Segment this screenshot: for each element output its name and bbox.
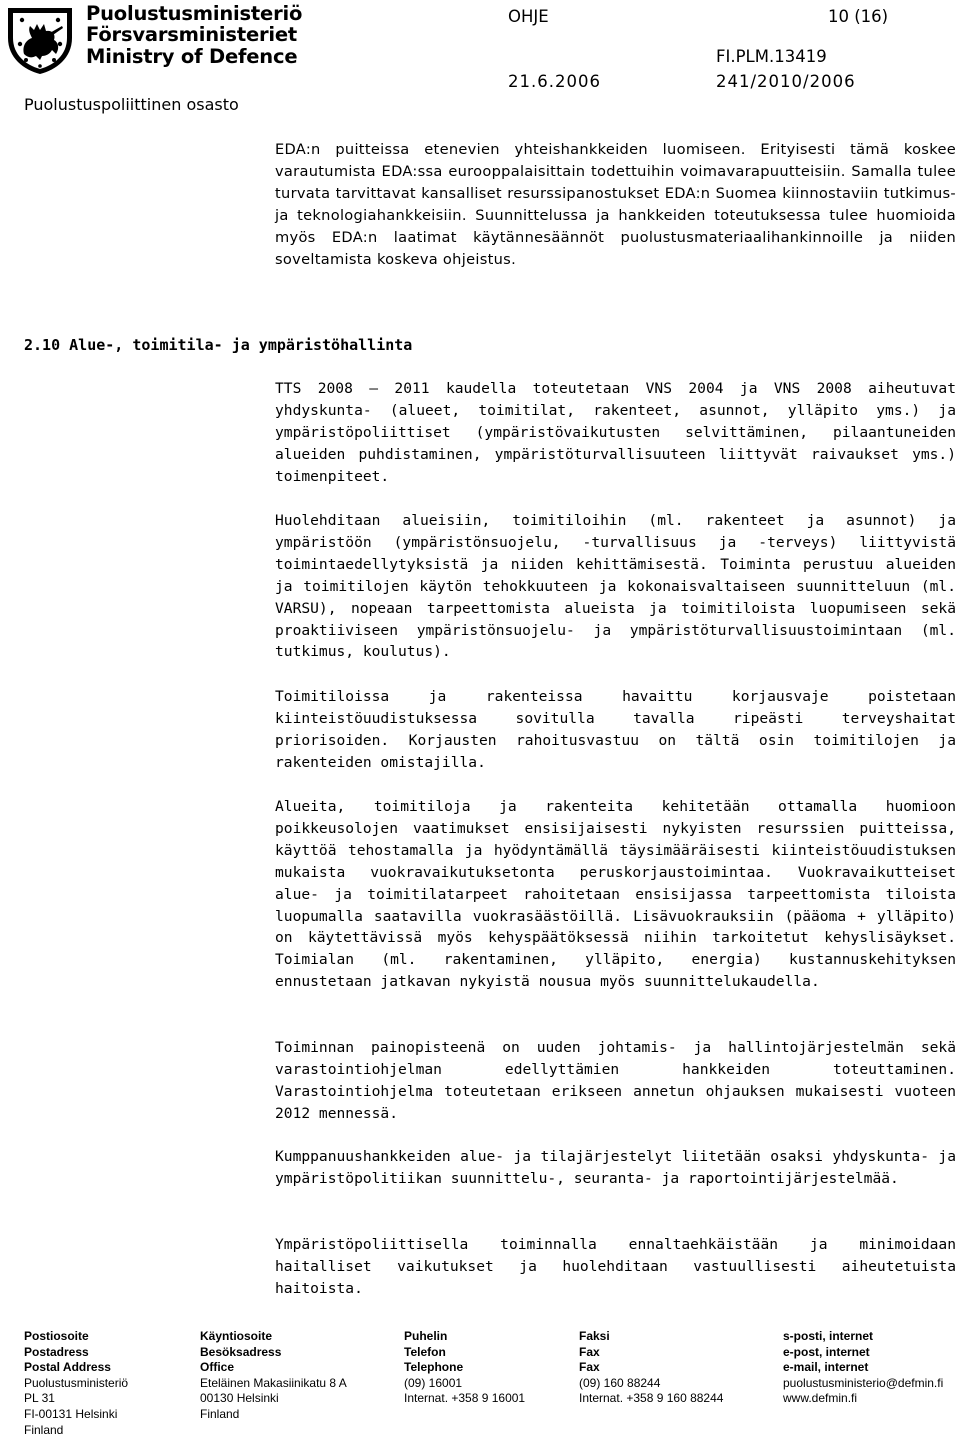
diary-number: FI.PLM.13419 bbox=[716, 47, 827, 66]
footer-email-internet bbox=[783, 1329, 943, 1407]
footer-label: Besöksadress bbox=[200, 1344, 282, 1359]
footer-label: Telefon bbox=[404, 1344, 446, 1359]
footer-value: 00130 Helsinki bbox=[200, 1391, 279, 1406]
footer-label: e-mail, internet bbox=[783, 1360, 869, 1375]
footer-value: Finland bbox=[200, 1406, 240, 1421]
department-name: Puolustuspoliittinen osasto bbox=[24, 95, 239, 114]
ministry-name-finnish: Puolustusministeriö bbox=[86, 2, 303, 25]
footer-value: www.defmin.fi bbox=[783, 1391, 858, 1406]
ministry-name-swedish: Försvarsministeriet bbox=[86, 23, 298, 46]
reference-number: 241/2010/2006 bbox=[716, 72, 856, 91]
footer-value: puolustusministerio@defmin.fi bbox=[783, 1375, 944, 1390]
footer-postal-address bbox=[24, 1329, 128, 1438]
footer-label: Faksi bbox=[579, 1329, 610, 1343]
footer-value: PL 31 bbox=[24, 1391, 55, 1406]
footer-label: e-post, internet bbox=[783, 1344, 870, 1359]
footer-label: Fax bbox=[579, 1360, 600, 1375]
footer-label: Telephone bbox=[404, 1360, 464, 1375]
footer-value: Puolustusministeriö bbox=[24, 1375, 129, 1390]
footer-visiting-address bbox=[200, 1329, 347, 1423]
footer-label: Postadress bbox=[24, 1344, 89, 1359]
footer-value: (09) 160 88244 bbox=[579, 1375, 661, 1390]
paragraph: Ympäristöpoliittisella toiminnalla ennaltaehkäistään ja minimoidaan haitalliset vaikutukset ja huolehditaan vastuullisesti aiheutetuista haitoista. bbox=[275, 1236, 956, 1297]
paragraph: Toimitiloissa ja rakenteissa havaittu korjausvaje poistetaan kiinteistöuudistuksessa sovitulla tavalla ripeästi terveyshaitat priorisoiden. Korjausten rahoitusvastuu on tältä osin toimitilojen ja rakenteiden omistajilla. bbox=[275, 688, 956, 771]
footer-label: Postal Address bbox=[24, 1360, 111, 1375]
paragraph: EDA:n puitteissa etenevien yhteishankkeiden luomiseen. Erityisesti tämä koskee varautumista EDA:ssa eurooppalaisittain todettuihin voimavarapuutteisiin. Samalla tulee turvata tarvittavat kansalliset resurssipanostukset EDA:n Suomea kiinnostaviin tutkimus- ja teknologiahankkeisiin. Suunnittelussa ja hankkeiden toteutuksessa tulee huomioida myös EDA:n laatimat käytännesäännöt puolustusmateriaalihankinnoille ja niiden soveltamista koskeva ohjeistus. bbox=[275, 141, 956, 268]
ministry-name-english: Ministry of Defence bbox=[86, 45, 298, 68]
footer-value: Finland bbox=[24, 1422, 64, 1437]
footer-label: Postiosoite bbox=[24, 1329, 89, 1343]
document-type: OHJE bbox=[508, 7, 549, 26]
footer-label: Puhelin bbox=[404, 1329, 448, 1343]
footer-telephone bbox=[404, 1329, 525, 1407]
footer-value: FI-00131 Helsinki bbox=[24, 1406, 118, 1421]
footer-label: Fax bbox=[579, 1344, 600, 1359]
footer-label: Office bbox=[200, 1360, 235, 1375]
footer-value: Eteläinen Makasiinikatu 8 A bbox=[200, 1375, 347, 1390]
footer-value: (09) 16001 bbox=[404, 1375, 463, 1390]
footer-value: Internat. +358 9 16001 bbox=[404, 1391, 526, 1406]
paragraph: Alueita, toimitiloja ja rakenteita kehitetään ottamalla huomioon poikkeusolojen vaatimukset ensisijaisesti nykyisten resurssien puitteissa, käyttöä tehostamalla ja hyödyntämällä täysimääräisesti kiinteistöuudistuksen mukaista vuokravaikutuksetonta peruskorjaustoimintaa. Vuokravaikutteiset alue- ja toimitilatarpeet rahoitetaan ensisijassa tarpeettomista tiloista luopumalla saatavilla vuokrasäästöillä. Lisävuokrauksiin (pääoma + ylläpito) on käytettävissä myös kehyspäätöksessä niihin tarkoitetut kehyslisäykset. Toimialan (ml. rakentaminen, ylläpito, energia) kustannuskehityksen ennustetaan jatkavan nykyistä nousua myös suunnittelukaudella. bbox=[275, 798, 956, 991]
page-number: 10 (16) bbox=[828, 7, 889, 26]
document-date: 21.6.2006 bbox=[508, 72, 601, 91]
section-heading: 2.10 Alue-, toimitila- ja ympäristöhallinta bbox=[24, 336, 413, 354]
coat-of-arms-logo bbox=[4, 4, 76, 76]
footer-value: Internat. +358 9 160 88244 bbox=[579, 1391, 724, 1406]
footer-label: Käyntiosoite bbox=[200, 1329, 273, 1343]
paragraph: Kumppanuushankkeiden alue- ja tilajärjestelyt liitetään osaksi yhdyskunta- ja ympäristöpolitiikan suunnittelu-, seuranta- ja raportointijärjestelmää. bbox=[275, 1148, 956, 1187]
footer-label: s-posti, internet bbox=[783, 1329, 874, 1343]
footer-fax bbox=[579, 1329, 723, 1407]
paragraph: TTS 2008 — 2011 kaudella toteutetaan VNS 2004 ja VNS 2008 aiheutuvat yhdyskunta- (alueet, toimitilat, rakenteet, asunnot, ylläpito yms.) ja ympäristöpoliittiset (ympäristövaikutusten selvittäminen, pilaantuneiden alueiden puhdistaminen, ympäristöturvallisuuteen liittyvät raivaukset yms.) toimenpiteet. bbox=[275, 380, 956, 485]
paragraph: Huolehditaan alueisiin, toimitiloihin (ml. rakenteet ja asunnot) ja ympäristöön (ympäristönsuojelu, -turvallisuus ja -terveys) liittyvistä toimintaedellytyksistä ja niiden kehittämisestä. Toiminta perustuu alueiden ja toimitilojen käytön tehokkuuteen ja kokonaisvaltaiseen suunnitteluun (ml. VARSU), nopeaan tarpeettomista alueista ja toimitiloista luopumiseen sekä proaktiiviseen ympäristönsuojelu- ja ympäristöturvallisuustoimintaan (ml. tutkimus, koulutus). bbox=[275, 512, 956, 661]
paragraph: Toiminnan painopisteenä on uuden johtamis- ja hallintojärjestelmän sekä varastointiohjelman edellyttämien hankkeiden toteuttaminen. Varastointiohjelma toteutetaan erikseen annetun ohjauksen mukaisesti vuoteen 2012 mennessä. bbox=[275, 1039, 956, 1122]
